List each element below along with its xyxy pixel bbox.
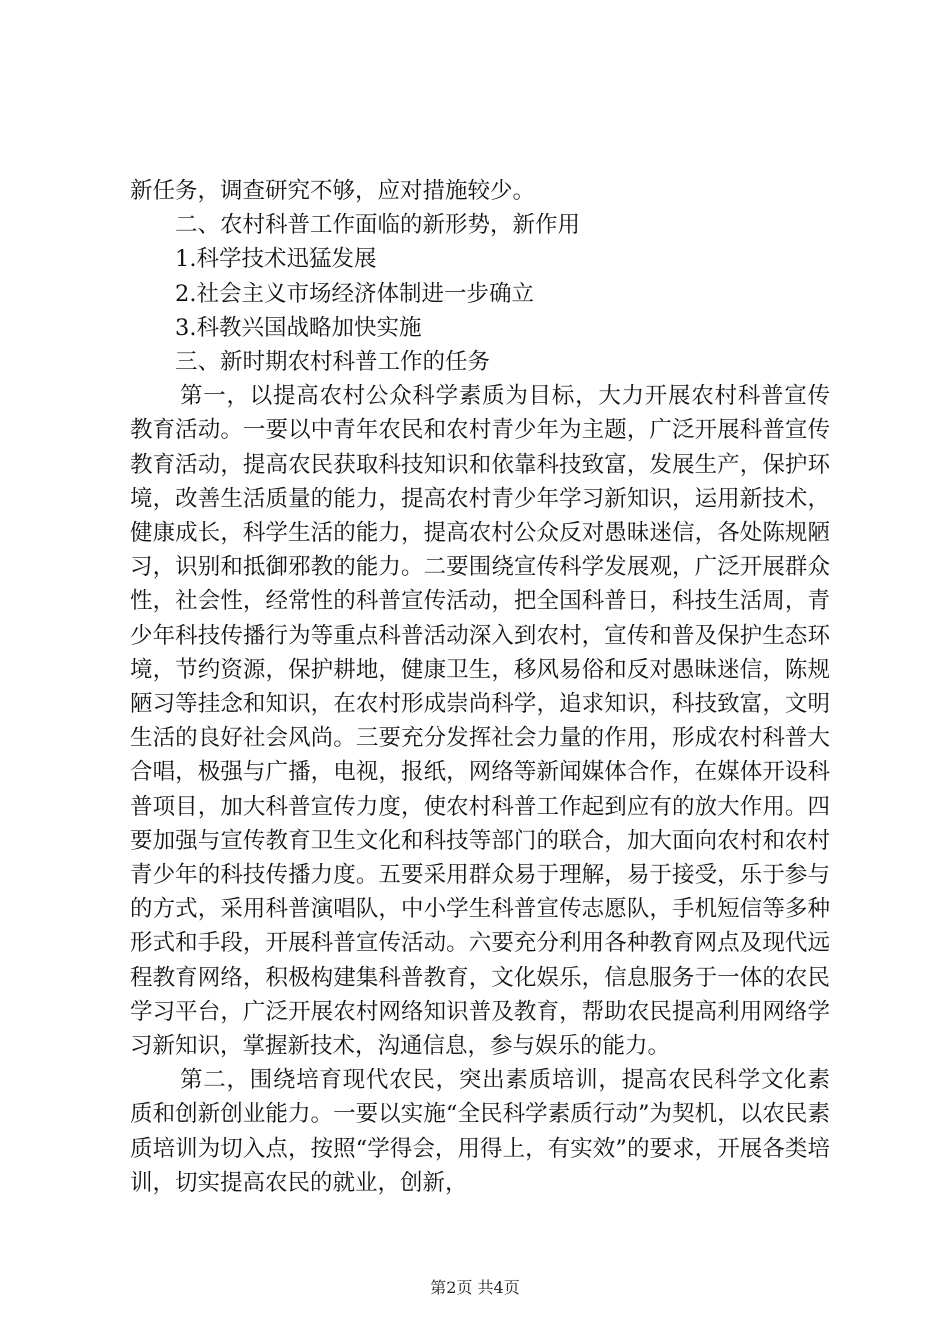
section-heading-2: 二、农村科普工作面临的新形势，新作用 [175, 212, 581, 239]
section-heading-3: 三、新时期农村科普工作的任务 [175, 349, 491, 376]
page-number-label: 第2页 共4页 [430, 1278, 520, 1297]
page-footer [0, 1278, 950, 1298]
list-item-1: 1.科学技术迅猛发展 [175, 246, 377, 273]
document-body [130, 174, 830, 1200]
list-item-2: 2.社会主义市场经济体制进一步确立 [175, 280, 534, 307]
paragraph-second-task: 第二，围绕培育现代农民，突出素质培训，提高农民科学文化素质和创新创业能力。一要以实施“全民科学素质行动”为契机，以农民素质培训为切入点，按照“学得会，用得上，有实效”的要求，开展各类培训，切实提高农民的就业，创新， [130, 1067, 830, 1196]
paragraph-continuation: 新任务，调查研究不够，应对措施较少。 [130, 178, 536, 204]
paragraph-first-task: 第一，以提高农村公众科学素质为目标，大力开展农村科普宣传教育活动。一要以中青年农民和农村青少年为主题，广泛开展科普宣传教育活动，提高农民获取科技知识和依靠科技致富，发展生产，保护环境，改善生活质量的能力，提高农村青少年学习新知识，运用新技术，健康成长，科学生活的能力，提高农村公众反对愚昧迷信，各处陈规陋习，识别和抵御邪教的能力。二要围绕宣传科学发展观，广泛开展群众性，社会性，经常性的科普宣传活动，把全国科普日，科技生活周，青少年科技传播行为等重点科普活动深入到农村，宣传和普及保护生态环境，节约资源，保护耕地，健康卫生，移风易俗和反对愚昧迷信，陈规陋习等挂念和知识，在农村形成崇尚科学，追求知识，科技致富，文明生活的良好社会风尚。三要充分发挥社会力量的作用，形成农村科普大合唱，极强与广播，电视，报纸，网络等新闻媒体合作，在媒体开设科普项目，加大科普宣传力度，使农村科普工作起到应有的放大作用。四要加强与宣传教育卫生文化和科技等部门的联合，加大面向农村和农村青少年的科技传播力度。五要采用群众易于理解，易于接受，乐于参与的方式，采用科普演唱队，中小学生科普宣传志愿队，手机短信等多种形式和手段，开展科普宣传活动。六要充分利用各种教育网点及现代远程教育网络，积极构建集科普教育，文化娱乐，信息服务于一体的农民学习平台，广泛开展农村网络知识普及教育，帮助农民提高利用网络学习新知识，掌握新技术，沟通信息，参与娱乐的能力。 [130, 383, 830, 1060]
list-item-3: 3.科教兴国战略加快实施 [175, 314, 422, 341]
